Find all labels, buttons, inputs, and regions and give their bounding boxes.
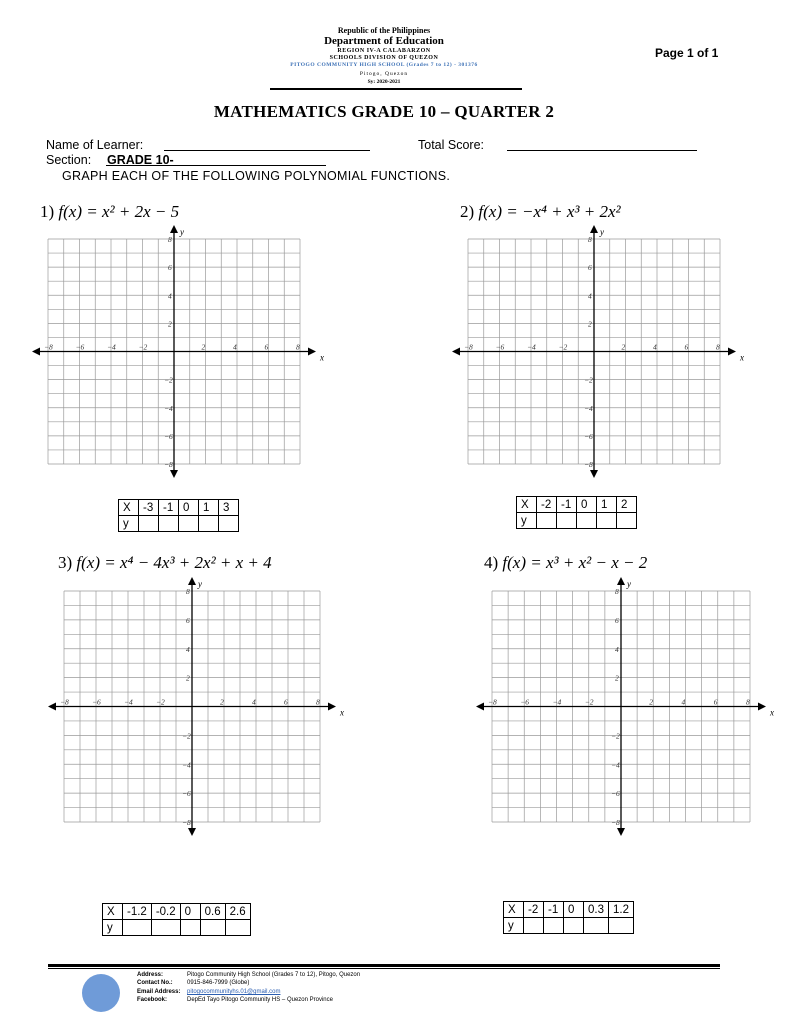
y-tick-label: 8 <box>186 587 190 596</box>
arrow-left-icon <box>452 348 460 356</box>
y-tick-label: 2 <box>588 319 592 329</box>
x-tick-label: −8 <box>488 697 497 707</box>
table-y-cell[interactable] <box>219 516 239 532</box>
table-x-cell: -1 <box>544 902 564 918</box>
table-y-cell[interactable] <box>577 513 597 529</box>
value-table-1 <box>118 499 239 532</box>
header-divider <box>270 88 522 90</box>
arrow-up-icon <box>617 577 625 585</box>
footer-facebook: Facebook: DepEd Tayo Pitogo Community HS – Quezon Province <box>137 997 333 1003</box>
y-axis-label: y <box>627 579 631 589</box>
x-tick-label: −6 <box>75 342 85 352</box>
y-tick-label: 6 <box>615 615 619 625</box>
y-tick-label: 8 <box>615 587 619 596</box>
x-tick-label: 6 <box>684 342 689 352</box>
graph-grid-4[interactable] <box>474 575 792 838</box>
problem-number: 2) <box>460 202 475 221</box>
table-y-cell[interactable] <box>544 918 564 934</box>
school-text: PITOGO COMMUNITY HIGH SCHOOL (Grades 7 to 12) - 301376 <box>290 62 478 68</box>
x-tick-label: 4 <box>653 342 657 352</box>
table-x-cell: 3 <box>219 500 239 516</box>
x-tick-label: 8 <box>316 697 320 707</box>
y-tick-label: −4 <box>611 760 620 770</box>
table-x-cell: -2 <box>537 497 557 513</box>
x-tick-label: 4 <box>681 697 686 707</box>
problem-number: 1) <box>40 202 55 221</box>
region-text: REGION IV-A CALABARZON <box>337 48 431 54</box>
arrow-left-icon <box>48 703 56 711</box>
y-tick-label: 2 <box>615 673 619 683</box>
arrow-down-icon <box>170 470 178 478</box>
problem-function: f(x) = x⁴ − 4x³ + 2x² + x + 4 <box>76 553 272 572</box>
score-blank[interactable] <box>507 139 697 151</box>
table-x-cell: -1 <box>557 497 577 513</box>
y-tick-label: −6 <box>182 789 191 799</box>
instructions: GRAPH EACH OF THE FOLLOWING POLYNOMIAL FUNCTIONS. <box>62 169 451 183</box>
y-tick-label: 4 <box>168 291 172 301</box>
page-title: MATHEMATICS GRADE 10 – QUARTER 2 <box>213 102 555 121</box>
arrow-down-icon <box>590 470 598 478</box>
y-tick-label: 4 <box>615 644 619 654</box>
y-tick-label: −8 <box>182 818 191 827</box>
table-x-cell: 0.3 <box>584 902 609 918</box>
y-tick-label: 8 <box>588 235 592 244</box>
x-tick-label: −2 <box>156 697 165 707</box>
x-tick-label: 2 <box>201 342 206 352</box>
arrow-right-icon <box>728 348 736 356</box>
x-tick-label: 6 <box>713 697 718 707</box>
table-x-cell: 0.6 <box>200 904 225 920</box>
arrow-up-icon <box>590 225 598 233</box>
value-table-2 <box>516 496 637 529</box>
table-y-cell[interactable] <box>139 516 159 532</box>
arrow-down-icon <box>188 828 196 836</box>
problem-number: 3) <box>58 553 73 572</box>
table-y-cell[interactable] <box>179 516 199 532</box>
x-tick-label: −4 <box>124 697 133 707</box>
x-tick-label: −8 <box>464 342 473 352</box>
table-x-header: X <box>517 497 537 513</box>
section-value: GRADE 10- <box>107 153 174 167</box>
table-y-cell[interactable] <box>537 513 557 529</box>
arrow-right-icon <box>328 703 336 711</box>
table-x-cell: 0 <box>577 497 597 513</box>
y-tick-label: −8 <box>584 460 593 469</box>
arrow-down-icon <box>617 828 625 836</box>
arrow-right-icon <box>758 703 766 711</box>
table-x-cell: 0 <box>179 500 199 516</box>
value-table-4 <box>503 901 634 934</box>
table-x-cell: 1 <box>199 500 219 516</box>
table-y-header: y <box>103 920 123 936</box>
x-tick-label: 6 <box>264 342 269 352</box>
x-tick-label: 8 <box>296 342 300 352</box>
table-y-cell[interactable] <box>151 920 180 936</box>
y-tick-label: −6 <box>164 431 173 441</box>
table-x-cell: -1 <box>159 500 179 516</box>
y-tick-label: −2 <box>182 731 191 741</box>
problem-1-label <box>40 202 179 222</box>
x-axis-label: x <box>770 707 774 718</box>
y-tick-label: −8 <box>611 818 620 827</box>
graph-grid-2[interactable] <box>450 223 762 480</box>
table-x-cell: 2 <box>617 497 637 513</box>
graph-grid-1[interactable] <box>30 223 342 480</box>
table-x-cell: -3 <box>139 500 159 516</box>
department-text: Department of Education <box>324 35 444 47</box>
arrow-left-icon <box>476 703 484 711</box>
x-axis-label: x <box>740 352 744 363</box>
table-x-cell: 0 <box>180 904 200 920</box>
problem-4-label <box>484 553 647 573</box>
x-tick-label: −4 <box>527 342 536 352</box>
y-tick-label: −6 <box>611 789 620 799</box>
footer-divider <box>48 964 720 967</box>
problem-function: f(x) = −x⁴ + x³ + 2x² <box>478 202 621 221</box>
y-tick-label: −2 <box>584 375 593 385</box>
table-y-cell[interactable] <box>524 918 544 934</box>
section-label: Section: <box>46 153 92 167</box>
republic-text: Republic of the Philippines <box>337 26 431 35</box>
y-tick-label: −2 <box>164 375 173 385</box>
problem-2-label <box>460 202 621 222</box>
town-text: Pitogo, Quezon <box>359 71 409 77</box>
y-axis-label: y <box>180 227 184 237</box>
arrow-right-icon <box>308 348 316 356</box>
table-y-cell[interactable] <box>199 516 219 532</box>
problem-number: 4) <box>484 553 499 572</box>
name-blank[interactable] <box>164 139 370 151</box>
y-tick-label: 6 <box>588 263 592 273</box>
page-number: Page 1 of 1 <box>655 46 719 60</box>
table-x-cell: 1.2 <box>609 902 634 918</box>
x-tick-label: 4 <box>233 342 237 352</box>
x-tick-label: −2 <box>138 342 148 352</box>
score-label: Total Score: <box>418 138 485 152</box>
x-tick-label: 4 <box>252 697 256 707</box>
table-y-cell[interactable] <box>200 920 225 936</box>
table-x-cell: 2.6 <box>225 904 250 920</box>
x-tick-label: −8 <box>44 342 53 352</box>
x-tick-label: 2 <box>621 342 626 352</box>
x-tick-label: −4 <box>552 697 562 707</box>
table-x-cell: 1 <box>597 497 617 513</box>
arrow-left-icon <box>32 348 40 356</box>
y-tick-label: −8 <box>164 460 173 469</box>
school-year-text: Sy: 2020-2021 <box>367 79 401 85</box>
y-tick-label: 2 <box>186 673 190 683</box>
arrow-up-icon <box>188 577 196 585</box>
x-tick-label: −4 <box>107 342 116 352</box>
y-tick-label: −6 <box>584 431 593 441</box>
name-label: Name of Learner: <box>46 138 144 152</box>
x-tick-label: −6 <box>520 697 530 707</box>
x-tick-label: 8 <box>716 342 720 352</box>
table-x-cell: -1.2 <box>123 904 152 920</box>
y-tick-label: 6 <box>186 615 190 625</box>
table-y-cell[interactable] <box>557 513 577 529</box>
x-tick-label: −2 <box>584 697 594 707</box>
problem-function: f(x) = x² + 2x − 5 <box>58 202 180 221</box>
email-link[interactable]: pitogocommunityhs.01@gmail.com <box>187 989 281 995</box>
footer-address: Address: Pitogo Community High School (Grades 7 to 12), Pitogo, Quezon <box>137 972 361 978</box>
problem-function: f(x) = x³ + x² − x − 2 <box>502 553 648 572</box>
y-tick-label: −4 <box>584 403 593 413</box>
table-x-header: X <box>103 904 123 920</box>
table-y-cell[interactable] <box>225 920 250 936</box>
value-table-3 <box>102 903 251 936</box>
y-tick-label: 6 <box>168 263 172 273</box>
y-tick-label: 8 <box>168 235 172 244</box>
footer-contact: Contact No.: 0915-846-7999 (Globe) <box>137 980 250 986</box>
table-y-cell[interactable] <box>180 920 200 936</box>
table-x-cell: -0.2 <box>151 904 180 920</box>
table-x-cell: -2 <box>524 902 544 918</box>
footer-divider-thin <box>48 968 720 969</box>
division-text: SCHOOLS DIVISION OF QUEZON <box>329 55 439 61</box>
x-tick-label: −8 <box>60 697 69 707</box>
table-y-cell[interactable] <box>609 918 634 934</box>
table-y-cell[interactable] <box>159 516 179 532</box>
y-tick-label: 4 <box>588 291 592 301</box>
table-y-cell[interactable] <box>617 513 637 529</box>
x-tick-label: 8 <box>746 697 750 707</box>
footer-email: Email Address: pitogocommunityhs.01@gmail.com <box>137 989 281 995</box>
table-y-header: y <box>504 918 524 934</box>
y-axis-label: y <box>198 579 202 589</box>
y-axis-label: y <box>600 227 604 237</box>
y-tick-label: −4 <box>182 760 191 770</box>
x-tick-label: 6 <box>284 697 288 707</box>
x-axis-label: x <box>340 707 344 718</box>
graph-grid-3[interactable] <box>46 575 362 838</box>
x-tick-label: 2 <box>220 697 224 707</box>
x-tick-label: −6 <box>92 697 101 707</box>
y-tick-label: 4 <box>186 644 190 654</box>
y-tick-label: −2 <box>611 731 620 741</box>
y-tick-label: 2 <box>168 319 172 329</box>
table-y-header: y <box>517 513 537 529</box>
y-tick-label: −4 <box>164 403 173 413</box>
table-y-header: y <box>119 516 139 532</box>
table-y-cell[interactable] <box>597 513 617 529</box>
table-x-header: X <box>119 500 139 516</box>
arrow-up-icon <box>170 225 178 233</box>
x-tick-label: −2 <box>558 342 568 352</box>
x-tick-label: 2 <box>649 697 653 707</box>
table-x-header: X <box>504 902 524 918</box>
table-x-cell: 0 <box>564 902 584 918</box>
x-tick-label: −6 <box>495 342 505 352</box>
school-logo-icon <box>82 974 120 1012</box>
problem-3-label <box>58 553 272 573</box>
table-y-cell[interactable] <box>584 918 609 934</box>
table-y-cell[interactable] <box>564 918 584 934</box>
table-y-cell[interactable] <box>123 920 152 936</box>
x-axis-label: x <box>320 352 324 363</box>
